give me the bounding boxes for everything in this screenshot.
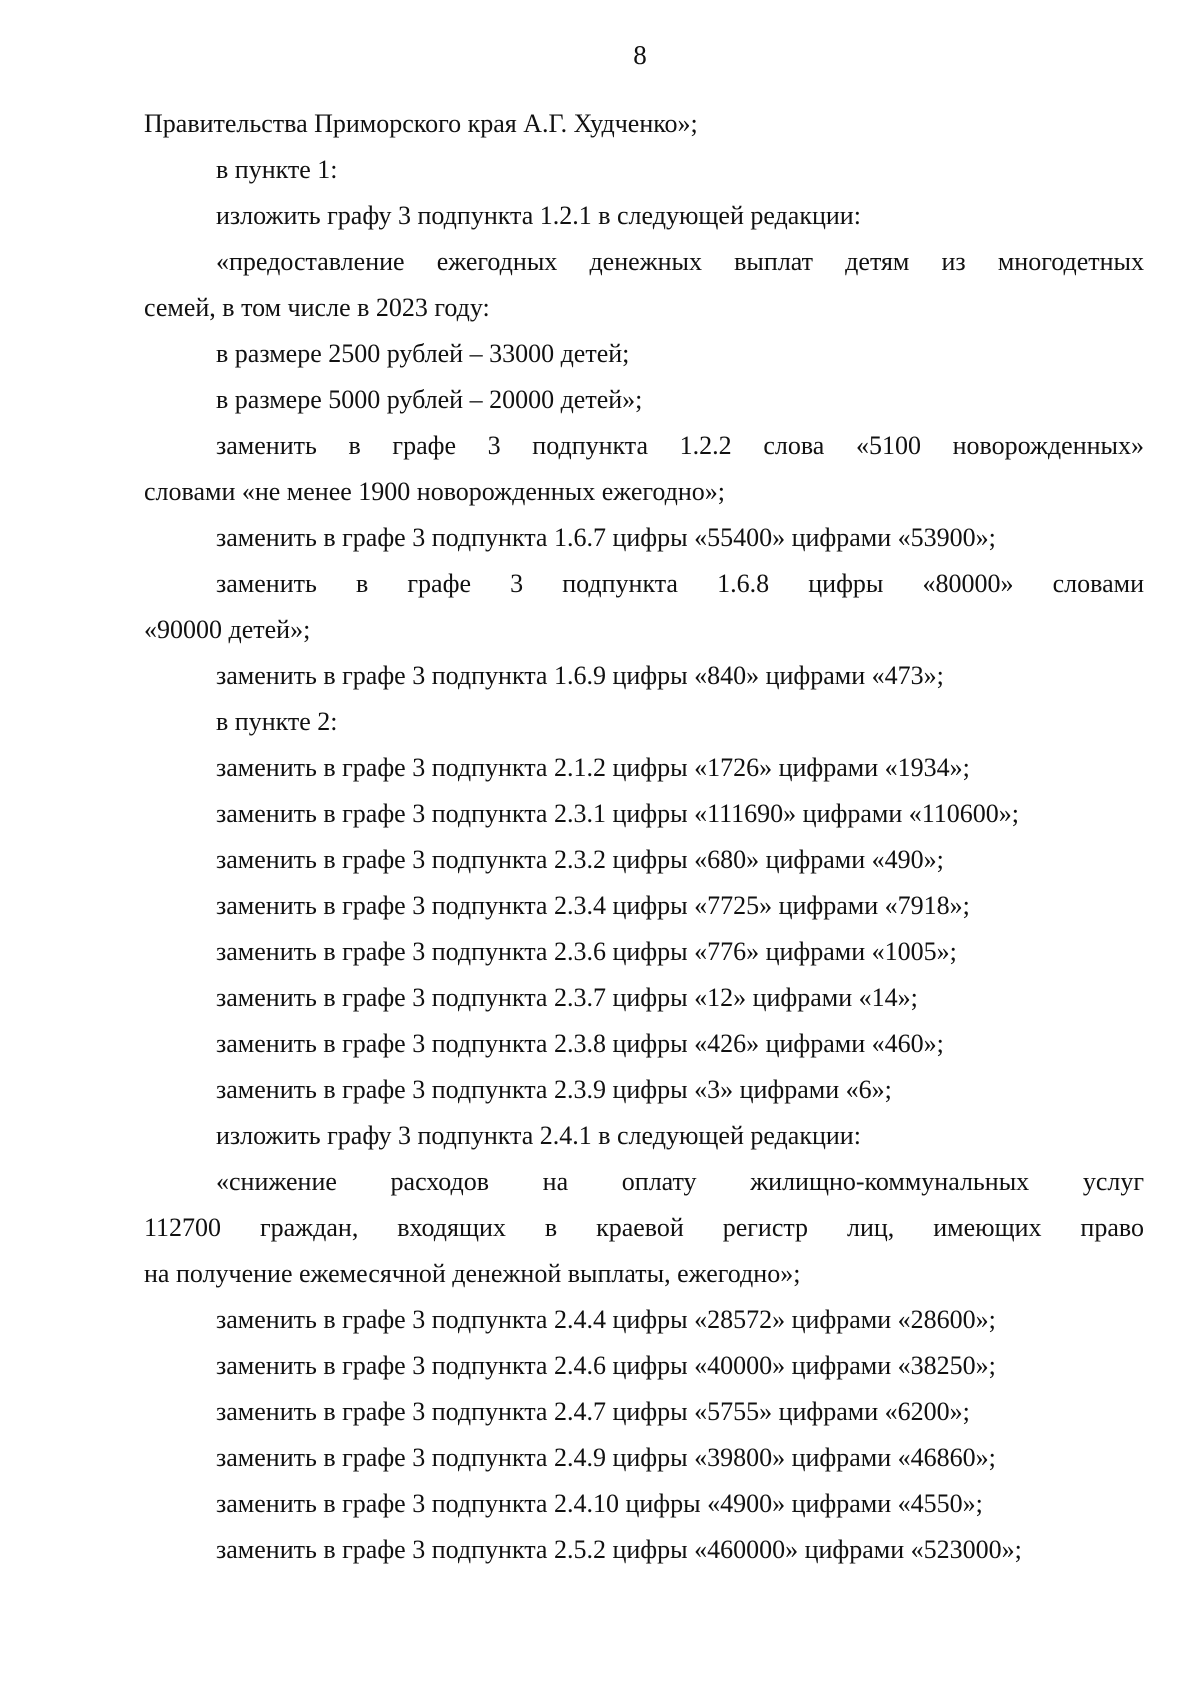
text-line: изложить графу 3 подпункта 2.4.1 в следующей редакции: <box>216 1121 861 1150</box>
text-line: в пункте 1: <box>216 155 338 184</box>
text-line: заменить в графе 3 подпункта 1.2.2 слова «5100 новорожденных» <box>216 431 1144 460</box>
text-line: заменить в графе 3 подпункта 2.4.4 цифры «28572» цифрами «28600»; <box>216 1305 996 1334</box>
text-line: на получение ежемесячной денежной выплаты, ежегодно»; <box>144 1259 801 1288</box>
text-line: в размере 2500 рублей – 33000 детей; <box>216 339 630 368</box>
text-line: словами «не менее 1900 новорожденных ежегодно»; <box>144 477 726 506</box>
text-line: заменить в графе 3 подпункта 2.3.2 цифры «680» цифрами «490»; <box>216 845 944 874</box>
page-number: 8 <box>633 40 647 70</box>
text-line: заменить в графе 3 подпункта 2.4.10 цифры «4900» цифрами «4550»; <box>216 1489 983 1518</box>
text-line: заменить в графе 3 подпункта 1.6.9 цифры «840» цифрами «473»; <box>216 661 944 690</box>
text-line: заменить в графе 3 подпункта 2.4.7 цифры «5755» цифрами «6200»; <box>216 1397 970 1426</box>
text-line: заменить в графе 3 подпункта 2.3.6 цифры «776» цифрами «1005»; <box>216 937 957 966</box>
text-line: в размере 5000 рублей – 20000 детей»; <box>216 385 643 414</box>
text-line: заменить в графе 3 подпункта 2.3.7 цифры «12» цифрами «14»; <box>216 983 918 1012</box>
text-line: заменить в графе 3 подпункта 1.6.8 цифры «80000» словами <box>216 569 1144 598</box>
text-line: заменить в графе 3 подпункта 2.3.1 цифры «111690» цифрами «110600»; <box>216 799 1020 828</box>
text-line: в пункте 2: <box>216 707 338 736</box>
text-line: Правительства Приморского края А.Г. Худченко»; <box>144 109 698 138</box>
text-line: заменить в графе 3 подпункта 2.3.8 цифры «426» цифрами «460»; <box>216 1029 944 1058</box>
text-line: заменить в графе 3 подпункта 2.3.9 цифры «3» цифрами «6»; <box>216 1075 892 1104</box>
text-line: «предоставление ежегодных денежных выплат детям из многодетных <box>216 247 1144 276</box>
text-line: изложить графу 3 подпункта 1.2.1 в следующей редакции: <box>216 201 861 230</box>
text-line: «снижение расходов на оплату жилищно-коммунальных услуг <box>216 1167 1144 1196</box>
text-line: заменить в графе 3 подпункта 2.4.6 цифры «40000» цифрами «38250»; <box>216 1351 996 1380</box>
text-line: семей, в том числе в 2023 году: <box>144 293 490 322</box>
text-line: «90000 детей»; <box>144 615 311 644</box>
text-line: заменить в графе 3 подпункта 1.6.7 цифры «55400» цифрами «53900»; <box>216 523 996 552</box>
text-line: заменить в графе 3 подпункта 2.4.9 цифры «39800» цифрами «46860»; <box>216 1443 996 1472</box>
text-line: заменить в графе 3 подпункта 2.5.2 цифры «460000» цифрами «523000»; <box>216 1535 1022 1564</box>
text-line: заменить в графе 3 подпункта 2.1.2 цифры «1726» цифрами «1934»; <box>216 753 970 782</box>
text-line: 112700 граждан, входящих в краевой регистр лиц, имеющих право <box>144 1213 1144 1242</box>
text-line: заменить в графе 3 подпункта 2.3.4 цифры «7725» цифрами «7918»; <box>216 891 970 920</box>
